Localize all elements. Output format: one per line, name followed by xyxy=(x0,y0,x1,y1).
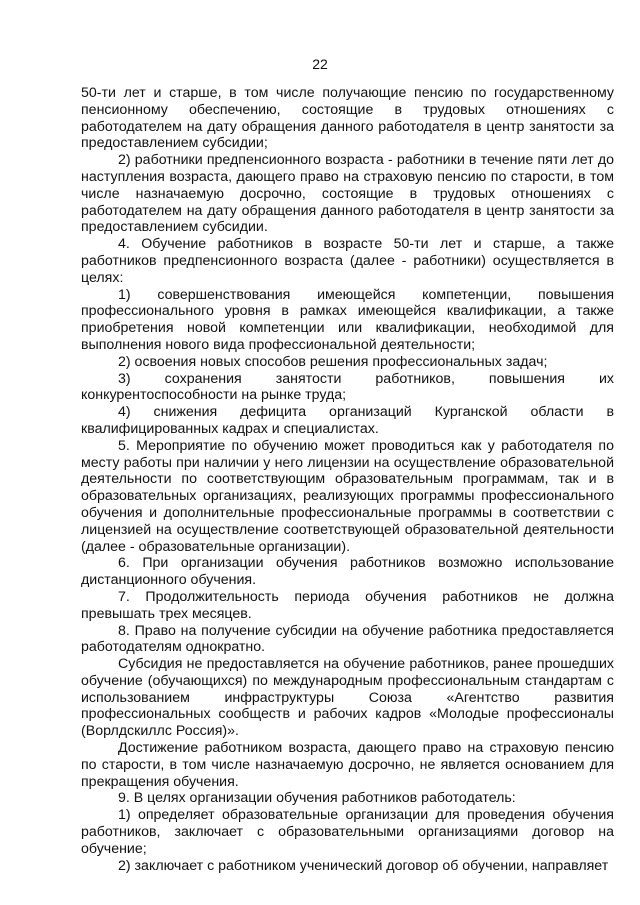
paragraph: 1) совершенствования имеющейся компетенции, повышения профессионального уровня в рамках имеющейся квалификации, а также приобретения новой компетенции или квалификации, необходимой для выполнения нового вида профессиональной деятельности; xyxy=(81,286,614,353)
paragraph: 1) определяет образовательные организации для проведения обучения работников, заключает с образовательными организациями договор на обучение; xyxy=(81,807,614,857)
paragraph: 3) сохранения занятости работников, повышения их конкурентоспособности на рынке труда; xyxy=(81,370,614,404)
paragraph: 2) заключает с работником ученический договор об обучении, направляет xyxy=(118,857,609,874)
paragraph: Субсидия не предоставляется на обучение работников, ранее прошедших обучение (обучающихся) по международным профессиональным стандартам с использованием инфраструктуры Союза «Агентство развития профессиональных сообществ и рабочих кадров «Молодые профессионалы (Ворлдскиллс Россия)». xyxy=(81,656,614,740)
paragraph: 6. При организации обучения работников возможно использование дистанционного обучения. xyxy=(81,555,614,589)
document-body xyxy=(81,85,614,874)
paragraph: 2) работники предпенсионного возраста - работники в течение пяти лет до наступления возраста, дающего право на страховую пенсию по старости, в том числе назначаемую досрочно, состоящие в трудовых отношениях с работодателем на дату обращения данного работодателя в центр занятости за предоставлением субсидии. xyxy=(81,152,614,236)
paragraph: 9. В целях организации обучения работников работодатель: xyxy=(118,790,516,807)
paragraph: 8. Право на получение субсидии на обучение работника предоставляется работодателям однократно. xyxy=(81,622,614,656)
paragraph: Достижение работником возраста, дающего право на страховую пенсию по старости, в том числе назначаемую досрочно, не является основанием для прекращения обучения. xyxy=(81,740,614,790)
paragraph: 7. Продолжительность периода обучения работников не должна превышать трех месяцев. xyxy=(81,588,614,622)
paragraph: 4) снижения дефицита организаций Курганской области в квалифицированных кадрах и специалистах. xyxy=(81,404,614,437)
page-number: 22 xyxy=(312,56,328,72)
paragraph: 2) освоения новых способов решения профессиональных задач; xyxy=(118,353,548,370)
paragraph: 5. Мероприятие по обучению может проводиться как у работодателя по месту работы при наличии у него лицензии на осуществление образовательной деятельности по соответствующим образовательным программам, так и в образовательных организациях, реализующих программы профессионального обучения и дополнительные профессиональные программы в соответствии с лицензией на осуществление соответствующей образовательной деятельности (далее - образовательные организации). xyxy=(81,437,614,555)
paragraph: 50-ти лет и старше, в том числе получающие пенсию по государственному пенсионному обеспечению, состоящие в трудовых отношениях с работодателем на дату обращения данного работодателя в центр занятости за предоставлением субсидии; xyxy=(81,85,614,152)
paragraph: 4. Обучение работников в возрасте 50-ти лет и старше, а также работников предпенсионного возраста (далее - работники) осуществляется в целях: xyxy=(81,236,614,286)
